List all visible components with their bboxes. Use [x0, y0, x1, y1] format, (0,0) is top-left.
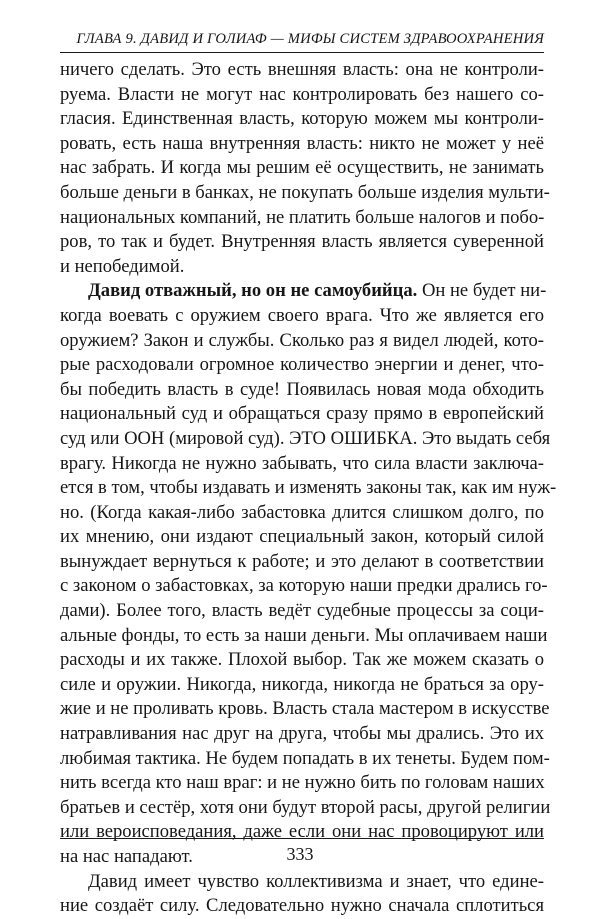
- text-line: на нас нападают.: [60, 846, 193, 867]
- text-line: вынуждает вернуться к работе; и это делают в соответствии: [60, 550, 544, 572]
- text-line: врагу. Никогда не нужно забывать, что сила власти заключа-: [60, 452, 544, 474]
- text-line: альные фонды, то есть за наши деньги. Мы оплачиваем наши: [60, 624, 548, 646]
- text-line: братьев и сестёр, хотя они будут второй расы, другой религии: [60, 796, 551, 818]
- text-line: когда воевать с оружием своего врага. Что же является его: [60, 304, 544, 326]
- bold-lead-in: Давид отважный, но он не самоубийца.: [88, 280, 418, 302]
- page-number: 333: [286, 844, 314, 864]
- text-line: гласия. Единственная власть, которую можем мы контроли-: [60, 108, 544, 130]
- paragraph-first-line: [60, 279, 547, 304]
- text-line: бы победить власть в суде! Появилась новая мода обходить: [60, 378, 544, 400]
- text-line: жие и не проливать кровь. Власть стала мастером в искусстве: [60, 698, 550, 720]
- header-rule: [60, 52, 544, 53]
- running-header: ГЛАВА 9. ДАВИД И ГОЛИАФ — МИФЫ СИСТЕМ ЗДРАВООХРАНЕНИЯ: [76, 31, 544, 47]
- text-line: расходы и их также. Плохой выбор. Так же можем сказать о: [60, 649, 544, 671]
- body-text: [60, 58, 557, 919]
- text-line: национальных компаний, не платить больше налогов и побо-: [60, 206, 545, 228]
- text-line: нас забрать. И когда мы решим её осуществить, не занимать: [60, 157, 544, 179]
- text-line: рые расходовали огромное количество энергии и денег, что-: [60, 354, 544, 376]
- text-line: Давид имеет чувство коллективизма и знает, что едине-: [88, 870, 544, 892]
- text-line: нить всегда кто наш враг: и не нужно бить по головам наших: [60, 772, 545, 794]
- text-line: и непобедимой.: [60, 255, 185, 277]
- text-line: ровать, есть наша внутренняя власть: никто не может у неё: [60, 132, 544, 154]
- text-line: национальный суд и обращаться сразу прямо в европейский: [60, 403, 544, 425]
- text-line: суд или ООН (мировой суд). ЭТО ОШИБКА. Это выдать себя: [60, 427, 551, 449]
- text-line: их мнению, они издают специальный закон, который силой: [60, 526, 544, 548]
- text-line: дами). Более того, власть ведёт судебные процессы за соци-: [60, 600, 544, 622]
- text-line: с законом о забастовках, за которую наши предки дрались го-: [60, 575, 548, 597]
- footer-rule: [60, 838, 544, 839]
- text-line: любимая тактика. Не будем попадать в их тенеты. Будем пом-: [60, 747, 550, 769]
- text-line: оружием? Закон и службы. Сколько раз я видел людей, кото-: [60, 329, 544, 351]
- text-line: силе и оружии. Никогда, никогда, никогда не браться за ору-: [60, 673, 544, 695]
- text-line: но. (Когда какая-либо забастовка длится слишком долго, по: [60, 501, 544, 523]
- text-line: ется в том, чтобы издавать и изменять законы так, как им нуж-: [60, 477, 557, 499]
- text-line: или вероисповедания, даже если они нас провоцируют или: [60, 821, 544, 843]
- text-line: ров, то так и будет. Внутренняя власть является суверенной: [60, 231, 544, 253]
- text-line: больше деньги в банках, не покупать больше изделия мульти-: [60, 181, 550, 203]
- text-line: натравливания нас друг на друга, чтобы мы дрались. Это их: [60, 723, 544, 745]
- text-line: ние создаёт силу. Следовательно нужно сначала сплотиться: [60, 895, 544, 917]
- lead-in-continuation: Он не будет ни-: [417, 280, 547, 302]
- text-line: руема. Власти не могут нас контролировать без нашего со-: [60, 83, 544, 105]
- text-line: ничего сделать. Это есть внешняя власть: она не контроли-: [60, 59, 544, 80]
